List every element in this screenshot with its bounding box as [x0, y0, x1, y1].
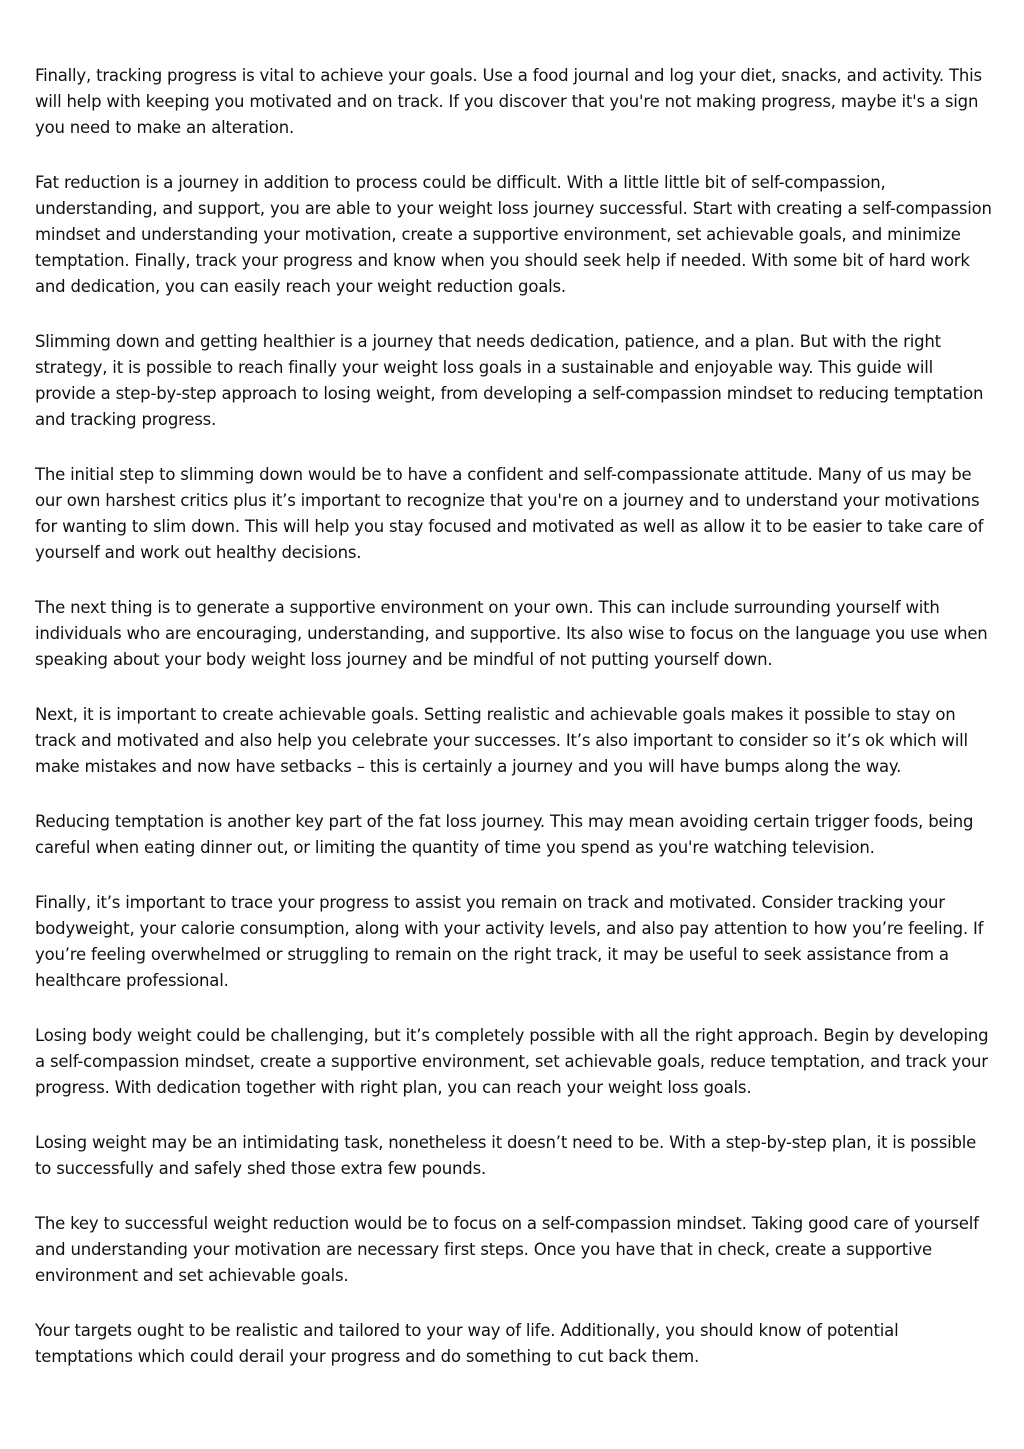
paragraph-10: Losing weight may be an intimidating task, nonetheless it doesn’t need to be. With a step-by-step plan, it is possible to successfully and safely shed those extra few pounds.	[35, 1133, 977, 1178]
paragraph-12: Your targets ought to be realistic and tailored to your way of life. Additionally, you should know of potential temptations which could derail your progress and do something to cut back them.	[35, 1321, 899, 1366]
paragraph-2: Fat reduction is a journey in addition to process could be difficult. With a little little bit of self-compassion, understanding, and support, you are able to your weight loss journey successful. Start with creating a self-compassion mindset and understanding your motivation, create a supportive environment, set achievable goals, and minimize temptation. Finally, track your progress and know when you should seek help if needed. With some bit of hard work and dedication, you can easily reach your weight reduction goals.	[35, 173, 992, 296]
paragraph-3: Slimming down and getting healthier is a journey that needs dedication, patience, and a plan. But with the right strategy, it is possible to reach finally your weight loss goals in a sustainable and enjoyable way. This guide will provide a step-by-step approach to losing weight, from developing a self-compassion mindset to reducing temptation and tracking progress.	[35, 332, 984, 429]
paragraph-9: Losing body weight could be challenging, but it’s completely possible with all the right approach. Begin by developing a self-compassion mindset, create a supportive environment, set achievable goals, reduce temptation, and track your progress. With dedication together with right plan, you can reach your weight loss goals.	[35, 1026, 989, 1097]
paragraph-4: The initial step to slimming down would be to have a confident and self-compassionate attitude. Many of us may be our own harshest critics plus it’s important to recognize that you're on a journey and to understand your motivations for wanting to slim down. This will help you stay focused and motivated as well as allow it to be easier to take care of yourself and work out healthy decisions.	[35, 465, 984, 562]
paragraph-1: Finally, tracking progress is vital to achieve your goals. Use a food journal and log your diet, snacks, and activity. This will help with keeping you motivated and on track. If you discover that you're not making progress, maybe it's a sign you need to make an alteration.	[35, 66, 982, 137]
document-body	[35, 63, 995, 1399]
paragraph-7: Reducing temptation is another key part of the fat loss journey. This may mean avoiding certain trigger foods, being careful when eating dinner out, or limiting the quantity of time you spend as you're watching television.	[35, 812, 974, 857]
paragraph-5: The next thing is to generate a supportive environment on your own. This can include surrounding yourself with individuals who are encouraging, understanding, and supportive. Its also wise to focus on the language you use when speaking about your body weight loss journey and be mindful of not putting yourself down.	[35, 598, 988, 669]
paragraph-11: The key to successful weight reduction would be to focus on a self-compassion mindset. Taking good care of yourself and understanding your motivation are necessary first steps. Once you have that in check, create a supportive environment and set achievable goals.	[35, 1214, 979, 1285]
paragraph-8: Finally, it’s important to trace your progress to assist you remain on track and motivated. Consider tracking your bodyweight, your calorie consumption, along with your activity levels, and also pay attention to how you’re feeling. If you’re feeling overwhelmed or struggling to remain on the right track, it may be useful to seek assistance from a healthcare professional.	[35, 893, 984, 990]
paragraph-6: Next, it is important to create achievable goals. Setting realistic and achievable goals makes it possible to stay on track and motivated and also help you celebrate your successes. It’s also important to consider so it’s ok which will make mistakes and now have setbacks – this is certainly a journey and you will have bumps along the way.	[35, 705, 968, 776]
